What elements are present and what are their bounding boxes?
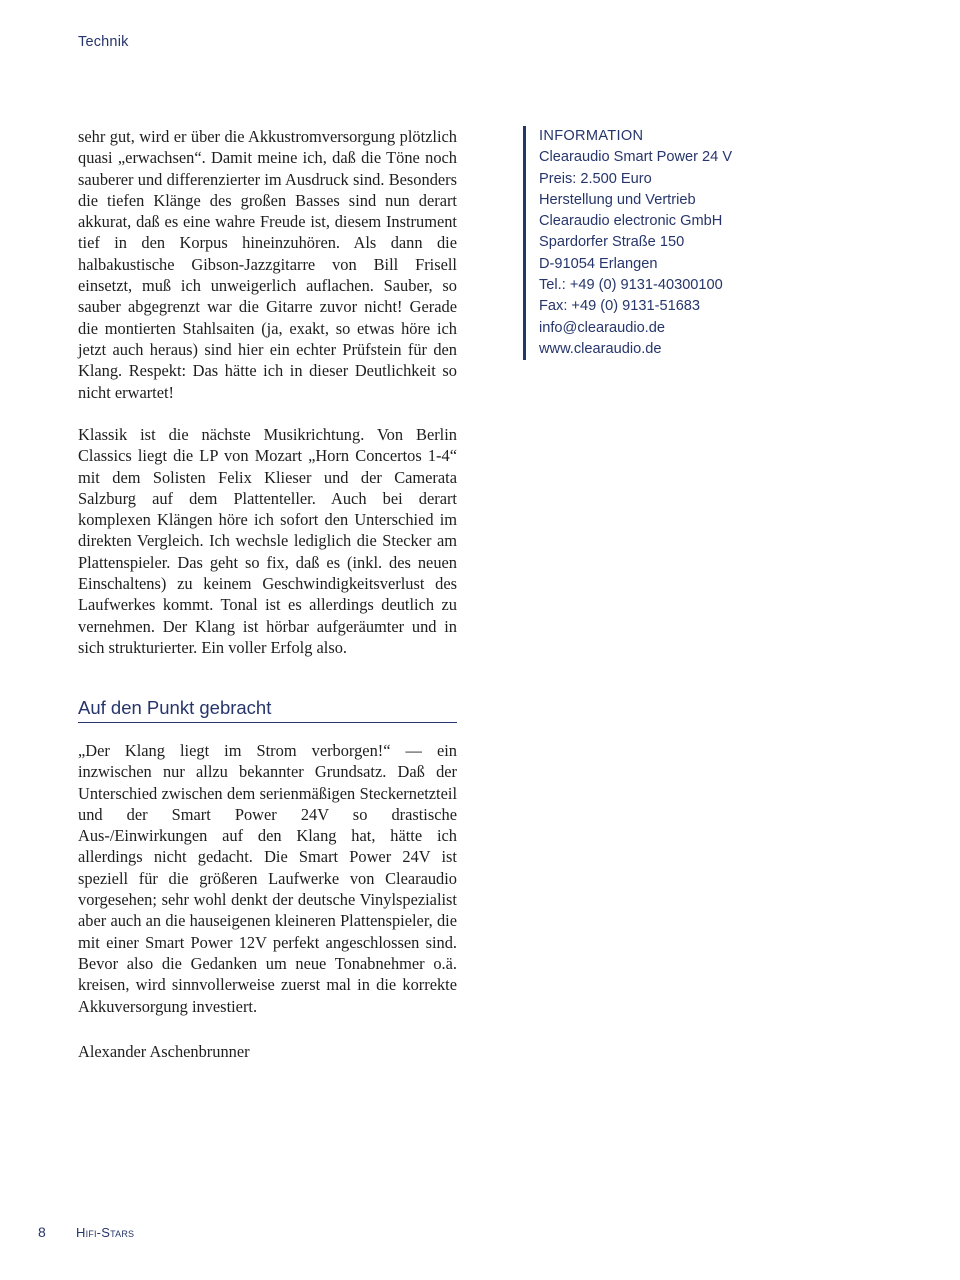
info-maker-label: Herstellung und Vertrieb	[539, 191, 696, 208]
info-website[interactable]: www.clearaudio.de	[539, 340, 662, 357]
section-heading: Auf den Punkt gebracht	[78, 697, 457, 723]
info-email[interactable]: info@clearaudio.de	[539, 319, 665, 336]
info-street: Spardorfer Straße 150	[539, 234, 685, 251]
body-paragraph-3	[78, 740, 457, 1017]
info-company: Clearaudio electronic GmbH	[539, 213, 723, 230]
info-tel: Tel.: +49 (0) 9131-40300100	[539, 277, 723, 294]
info-box	[523, 126, 839, 360]
paragraph-text: „Der Klang liegt im Strom verborgen!“ — ein inzwischen nur allzu bekannter Grundsatz. Daß der Unterschied zwischen dem serienmäßigen Steckernetzteil und der Smart Power 24V so drastische Aus-/Einwirkungen auf den Klang hat, hätte ich allerdings nicht gedacht. Die Smart Power 24V ist speziell für die größeren Laufwerke von Clearaudio vorgesehen; sehr wohl denkt der deutsche Vinylspezialist aber auch an die hauseigenen kleineren Plattenspieler, die mit einer Smart Power 12V perfekt angeschlossen sind. Bevor also die Gedanken um neue Tonabnehmer o.ä. kreisen, wird sinnvollerweise zuerst mal in die korrekte Akkuversorgung investiert.	[78, 741, 457, 1016]
paragraph-text: Klassik ist die nächste Musikrichtung. Von Berlin Classics liegt die LP von Mozart „Horn Concertos 1-4“ mit dem Solisten Felix Klieser und der Camerata Salzburg auf dem Plattenteller. Auch bei derart komplexen Klängen höre ich sofort den Unterschied im direkten Vergleich. Ich wechsle lediglich die Stecker am Plattenspieler. Das geht so fix, daß es (inkl. des neuen Einschaltens) zu keinem Geschwindigkeitsverlust des Laufwerkes kommt. Tonal ist es allerdings deutlich zu vernehmen. Der Klang ist hörbar aufgeräumter und in sich strukturierter. Ein voller Erfolg also.	[78, 425, 457, 657]
info-title: INFORMATION	[539, 128, 644, 144]
info-fax: Fax: +49 (0) 9131-51683	[539, 298, 701, 315]
author-signature: Alexander Aschenbrunner	[78, 1042, 250, 1061]
body-paragraph-1	[78, 126, 457, 403]
magazine-brand: Hifi-Stars	[76, 1225, 135, 1240]
page-number: 8	[38, 1224, 46, 1240]
body-paragraph-2	[78, 424, 457, 658]
section-label: Technik	[78, 34, 129, 50]
info-city: D-91054 Erlangen	[539, 255, 658, 272]
info-product: Clearaudio Smart Power 24 V	[539, 149, 733, 166]
paragraph-text: sehr gut, wird er über die Akkustromversorgung plötzlich quasi „erwachsen“. Damit meine ich, daß die Töne noch sauberer und differenzierter im Ausdruck sind. Besonders die tiefen Klänge des großen Basses sind nun derart akkurat, daß es eine wahre Freude ist, diesem Instrument tief in den Korpus hineinzuhören. Als dann die halbakustische Gibson-Jazzgitarre von Bill Frisell einsetzt, muß ich unweigerlich auflachen. Sauber, so sauber abgegrenzt war die Gitarre zuvor nicht! Gerade die montierten Stahlsaiten (ja, exakt, so etwas höre ich jetzt auch heraus) sind hier ein echter Prüfstein für den Klang. Respekt: Das hätte ich in dieser Deutlichkeit so nicht erwartet!	[78, 127, 457, 402]
info-price: Preis: 2.500 Euro	[539, 170, 652, 187]
